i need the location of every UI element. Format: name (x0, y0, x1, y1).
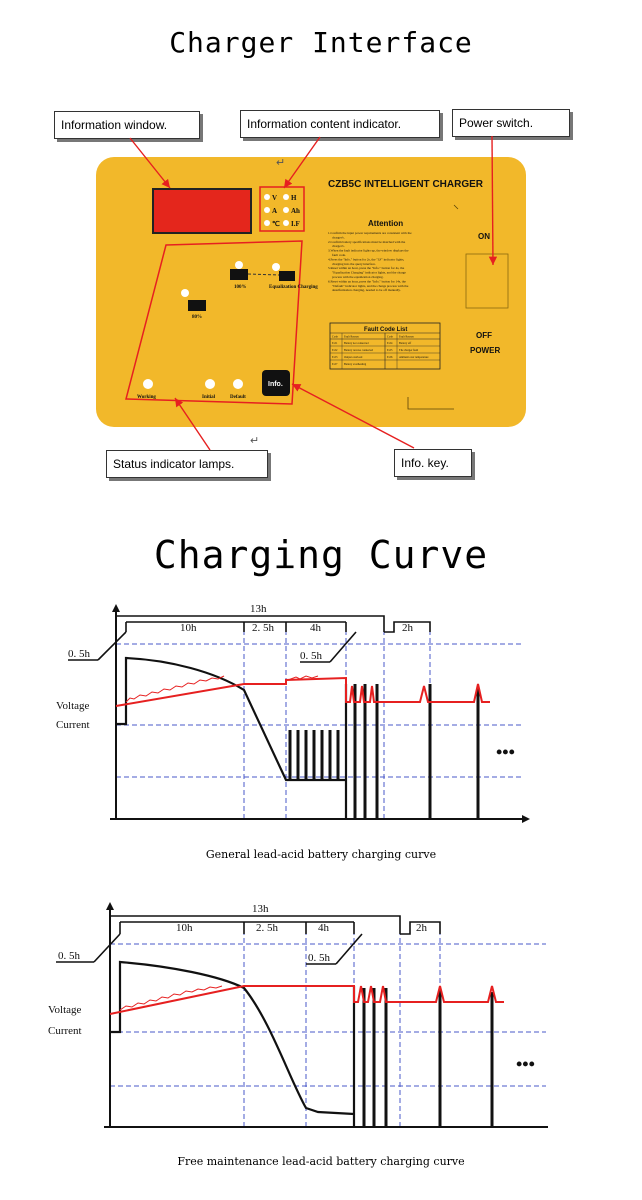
curve2-ellipsis: ••• (516, 1054, 535, 1074)
attention-item-line: 2.Confirm battery specifications must be matched with the (328, 239, 406, 244)
curve2-half1-label: 0. 5h (58, 950, 80, 962)
caption-free: Free maintenance lead-acid battery charging curve (177, 1155, 465, 1168)
callout-info-key: Info. key. (394, 449, 472, 477)
fault-table-cell: Battery overheating (344, 363, 367, 366)
indicator-v-label: V (272, 194, 278, 202)
curve2-voltage-label: Voltage (48, 1004, 82, 1016)
callout-information-window: Information window. (54, 111, 200, 139)
curve2-total-label: 13h (252, 903, 269, 915)
switch-power-label: POWER (470, 346, 501, 355)
fault-table-cell: Battery not connected (344, 342, 369, 345)
indicator-a-label: A (272, 207, 278, 215)
attention-item-line: 6.Reset within an hour, press the "Info." button for 14s, the (328, 279, 406, 284)
fault-table-cell: Output overload (344, 356, 363, 359)
callout-power-switch: Power switch. (452, 109, 570, 137)
attention-item-line: 5.Reset within an hour, press the "Info." button for 4s, the (328, 266, 405, 271)
brand-text: CZB5C INTELLIGENT CHARGER (328, 179, 483, 190)
attention-item-line: 1.Confirm the input power requirements are consistent with the (328, 231, 412, 235)
fault-table-cell: E-01 (332, 342, 338, 345)
curve2-current-label: Current (48, 1025, 82, 1037)
callout-content-indicator: Information content indicator. (240, 110, 440, 138)
fault-table-cell: Battery reverse connected (344, 349, 374, 352)
curve2-p2-label: 2. 5h (256, 922, 278, 934)
svg-text:↵: ↵ (276, 157, 286, 169)
status-100-label: 100% (234, 285, 247, 290)
curve1-p4-label: 2h (402, 622, 413, 634)
status-80-label: 80% (192, 315, 202, 320)
free-maintenance-charging-curve (0, 890, 642, 1140)
curve1-p2-label: 2. 5h (252, 622, 274, 634)
attention-item-line: 3.When the fault indicator lights up, the window displays the (328, 248, 409, 253)
fault-table-cell: E-06 (387, 356, 393, 359)
curve-title: Charging Curve (153, 533, 489, 577)
fault-table-cell: Ambient over temperature (399, 356, 429, 359)
fault-table-cell: E-05 (387, 349, 393, 352)
curve1-ellipsis: ••• (496, 742, 515, 762)
info-key-label: Info. (268, 381, 283, 388)
curve1-current-label: Current (56, 719, 90, 731)
attention-item-line: process with the equalization charging. (332, 275, 384, 279)
attention-item-line: desulfurization charging, needed to be off manually. (332, 288, 401, 293)
status-default-label: Default (230, 395, 246, 400)
curve1-half1-label: 0. 5h (68, 648, 90, 660)
curve1-p1-label: 10h (180, 622, 197, 634)
attention-item-line: charger's. (332, 235, 345, 240)
indicator-if-label: I.F (291, 220, 300, 228)
curve1-half2-label: 0. 5h (300, 650, 322, 662)
fault-table-cell: Code (387, 335, 393, 339)
status-working-label: Working (137, 395, 156, 400)
fault-table-cell: E-07 (332, 363, 338, 366)
interface-title: Charger Interface (169, 26, 473, 59)
curve2-p3-label: 4h (318, 922, 329, 934)
fault-table-cell: The charger fault (399, 349, 419, 352)
curve2-half2-label: 0. 5h (308, 952, 330, 964)
fault-table-cell: E-03 (332, 356, 338, 359)
switch-off-label: OFF (476, 331, 492, 340)
fault-table-title: Fault Code List (364, 327, 408, 333)
svg-text:↵: ↵ (250, 435, 260, 447)
fault-table-cell: E-04 (387, 342, 393, 345)
attention-item-line: "Equalization Charging" indicator lights, and the charge (332, 270, 406, 275)
curve1-voltage-label: Voltage (56, 700, 90, 712)
fault-table-cell: Fault Reason (344, 335, 359, 339)
indicator-temp-label: ℃ (272, 220, 280, 228)
status-equalization-label: Equalization Charging (269, 285, 318, 290)
fault-table-cell: E-02 (332, 349, 338, 352)
attention-title: Attention (368, 219, 404, 228)
callout-arrows (0, 0, 642, 520)
fault-table-cell: Fault Reason (399, 335, 414, 339)
curve2-current-pulses (364, 988, 492, 1127)
status-initial-label: Initial (202, 395, 216, 400)
fault-table-cell: Battery off (399, 342, 412, 345)
indicator-ah-label: Ah (291, 207, 300, 215)
indicator-h-label: H (291, 194, 297, 202)
caption-general: General lead-acid battery charging curve (205, 848, 437, 861)
curve1-total-label: 13h (250, 603, 267, 615)
attention-item-line: "Default" indicator lights, and the charge process with the (332, 283, 409, 288)
curve2-p1-label: 10h (176, 922, 193, 934)
attention-item-line: fault code. (332, 253, 346, 257)
attention-item-line: charger's. (332, 244, 345, 249)
switch-on-label: ON (478, 232, 490, 241)
attention-item-line: 4.Press the "Info." button for 2s, the "I.F" indicator lights, (328, 257, 405, 262)
general-charging-curve (0, 598, 642, 838)
attention-item-line: charging into the query interface. (332, 261, 376, 266)
fault-table-cell: Code (332, 335, 338, 339)
curve1-p3-label: 4h (310, 622, 321, 634)
curve2-p4-label: 2h (416, 922, 427, 934)
callout-status-lamps: Status indicator lamps. (106, 450, 268, 478)
